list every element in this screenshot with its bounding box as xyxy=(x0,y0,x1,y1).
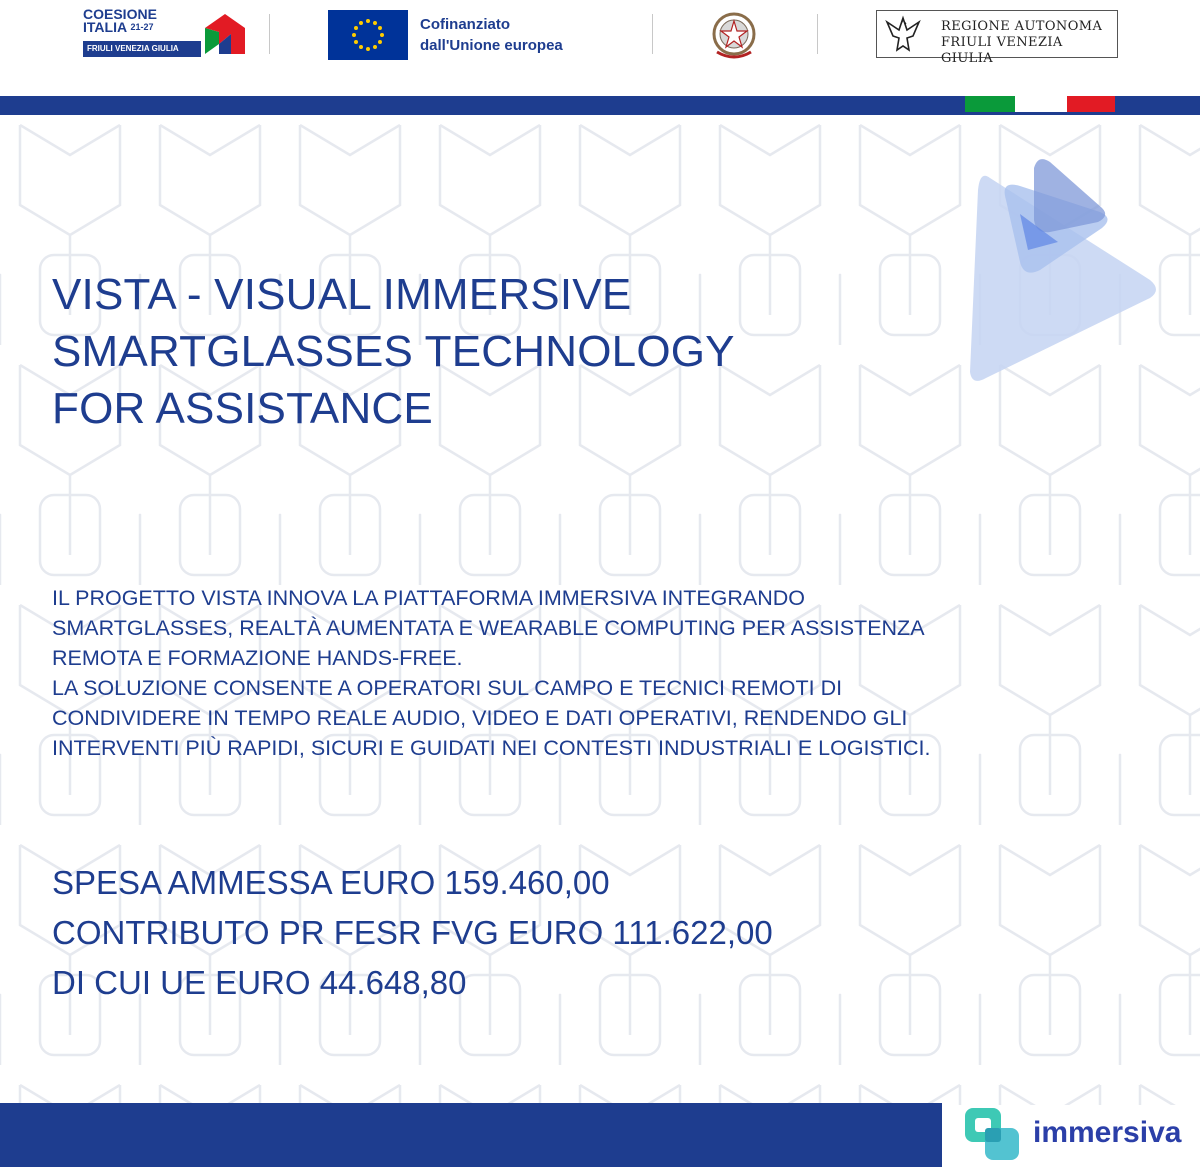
immersiva-logo-icon xyxy=(963,1106,1023,1162)
funding-amounts xyxy=(52,858,773,1008)
region-text-line1: REGIONE AUTONOMA xyxy=(941,19,1103,34)
flag-bottom-line xyxy=(965,112,1115,115)
description-line: SMARTGLASSES, REALTÀ AUMENTATA E WEARABLE COMPUTING PER ASSISTENZA xyxy=(52,616,925,640)
coesione-band: FRIULI VENEZIA GIULIA xyxy=(83,41,201,57)
description-line: LA SOLUZIONE CONSENTE A OPERATORI SUL CAMPO E TECNICI REMOTI DI xyxy=(52,676,843,700)
header xyxy=(0,0,1200,96)
title-line2: SMARTGLASSES TECHNOLOGY xyxy=(52,327,735,376)
regione-fvg-logo xyxy=(876,10,1118,66)
coesione-italia-logo xyxy=(83,8,248,60)
spesa-ammessa: SPESA AMMESSA EURO 159.460,00 xyxy=(52,864,610,901)
project-description xyxy=(52,583,1112,763)
eu-text-line1: Cofinanziato xyxy=(420,16,510,33)
eu-text-line2: dall'Unione europea xyxy=(420,37,563,54)
title-line3: FOR ASSISTANCE xyxy=(52,384,433,433)
fvg-eagle-icon xyxy=(881,14,925,54)
header-separator xyxy=(817,14,818,54)
region-text-line2: FRIULI VENEZIA GIULIA xyxy=(941,35,1063,66)
italian-emblem-icon xyxy=(707,8,761,62)
region-text xyxy=(941,19,1117,67)
description-line: REMOTA E FORMAZIONE HANDS-FREE. xyxy=(52,646,463,670)
header-separator xyxy=(269,14,270,54)
coesione-line2: ITALIA xyxy=(83,19,127,35)
triangle-decoration-icon xyxy=(950,150,1170,390)
coesione-mark-icon xyxy=(201,10,249,58)
coesione-text xyxy=(83,8,157,34)
immersiva-brand: immersiva xyxy=(1033,1116,1182,1149)
eu-cofinanced-text xyxy=(420,14,563,56)
coesione-years: 21-27 xyxy=(130,22,154,32)
header-separator xyxy=(652,14,653,54)
eu-flag-icon xyxy=(328,10,408,60)
title-line1: VISTA - VISUAL IMMERSIVE xyxy=(52,270,632,319)
coesione-line1: COESIONE xyxy=(83,6,157,22)
description-line: INTERVENTI PIÙ RAPIDI, SICURI E GUIDATI NEI CONTESTI INDUSTRIALI E LOGISTICI. xyxy=(52,736,931,760)
footer-blue-bar xyxy=(0,1103,942,1167)
contributo-ue: DI CUI UE EURO 44.648,80 xyxy=(52,964,467,1001)
description-line: IL PROGETTO VISTA INNOVA LA PIATTAFORMA IMMERSIVA INTEGRANDO xyxy=(52,586,806,610)
description-line: CONDIVIDERE IN TEMPO REALE AUDIO, VIDEO E DATI OPERATIVI, RENDENDO GLI xyxy=(52,706,908,730)
page-title xyxy=(52,266,735,437)
contributo-fesr: CONTRIBUTO PR FESR FVG EURO 111.622,00 xyxy=(52,914,773,951)
